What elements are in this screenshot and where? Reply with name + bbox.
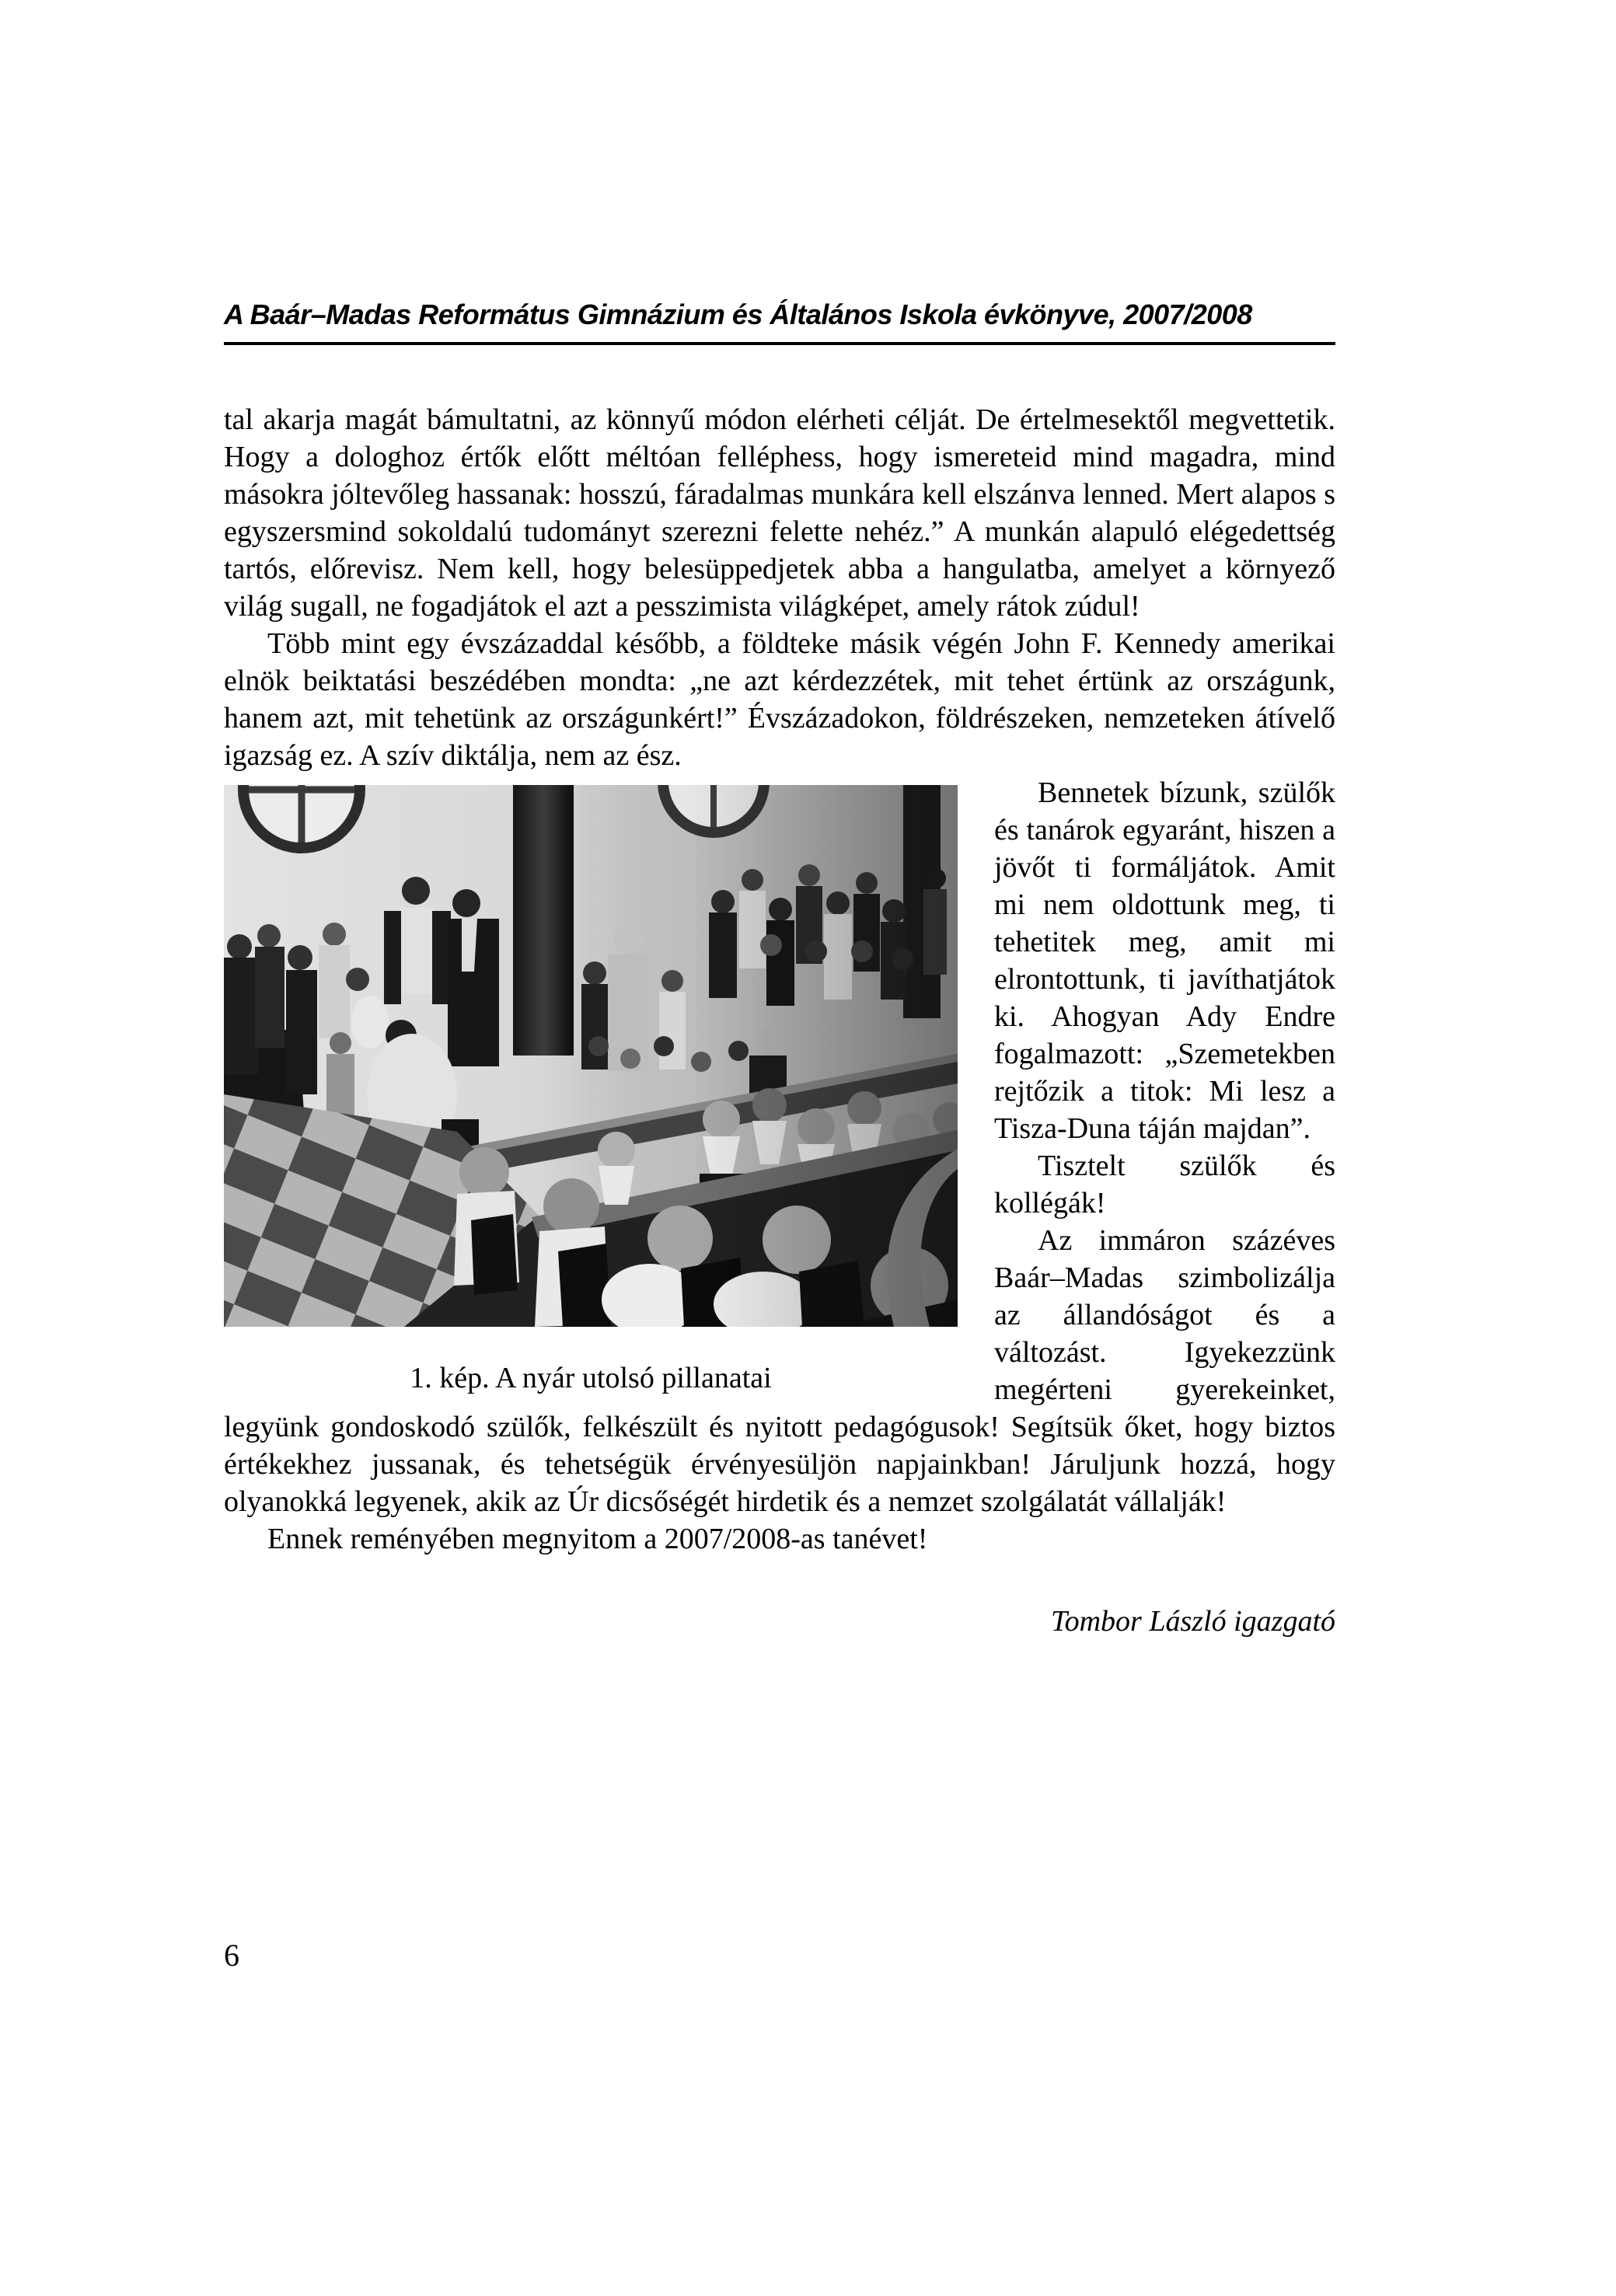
- text-block: [224, 298, 1335, 1640]
- body-paragraph-4: Tisztelt szülők és kollégák!: [994, 1150, 1335, 1220]
- photo-shading: [690, 785, 958, 1327]
- header-rule: [224, 342, 1335, 345]
- signature: Tombor László igazgató: [1050, 1605, 1335, 1638]
- page-number: 6: [224, 1938, 239, 1973]
- body-paragraph-5: Az immáron százéves Baár–Madas szimbolizálja az állandóságot és a változást. Igyekezzünk megérteni gyerekeinket, legyünk gondoskodó szülők, felkészült és nyitott pedagógusok! Segítsük őket, hogy biztos értékekhez jussanak, és tehetségük érvényesüljön napjainkban! Járuljunk hozzá, hogy olyanokká legyenek, akik az Úr dicsőségét hirdetik és a nemzet szolgálatát vállalják!: [224, 1224, 1335, 1518]
- body-text: [224, 401, 1335, 1640]
- figure: [224, 785, 958, 1397]
- body-paragraph-1: tal akarja magát bámultatni, az könnyű módon elérheti célját. De értelmesektől megvettetik. Hogy a dologhoz értők előtt méltóan felléphess, hogy ismereteid mind magadra, mind másokra jóltevőleg hassanak: hosszú, fáradalmas munkára kell elszánva lenned. Mert alapos s egyszersmind sokoldalú tudományt szerezni felette nehéz.” A munkán alapuló elégedettség tartós, előrevisz. Nem kell, hogy belesüppedjetek abba a hangulatba, amelyet a környező világ sugall, ne fogadjátok el azt a pesszimista világképet, amely rátok zúdul!: [224, 403, 1335, 623]
- body-paragraph-6: Ennek reményében megnyitom a 2007/2008-as tanévet!: [267, 1523, 928, 1555]
- church-photo: [224, 785, 958, 1327]
- body-paragraph-2: Több mint egy évszázaddal később, a földteke másik végén John F. Kennedy amerikai elnök beiktatási beszédében mondta: „ne azt kérdezzétek, mit tehet értünk az országunk, hanem azt, mit tehetünk az országunkért!” Évszázadokon, földrészeken, nemzeteken átívelő igazság ez. A szív diktálja, nem az ész.: [224, 627, 1335, 772]
- figure-caption: 1. kép. A nyár utolsó pillanatai: [410, 1362, 772, 1394]
- running-header: A Baár–Madas Református Gimnázium és Általános Iskola évkönyve, 2007/2008: [224, 298, 1252, 330]
- body-paragraph-3: Bennetek bízunk, szülők és tanárok egyaránt, hiszen a jövőt ti formáljátok. Amit mi nem oldottunk meg, ti tehetitek meg, amit mi elrontottunk, ti javíthatjátok ki. Ahogyan Ady Endre fogalmazott: „Szemetekben rejtőzik a titok: Mi lesz a Tisza-Duna táján majdan”.: [994, 776, 1335, 1145]
- church-column-left: [513, 785, 574, 1056]
